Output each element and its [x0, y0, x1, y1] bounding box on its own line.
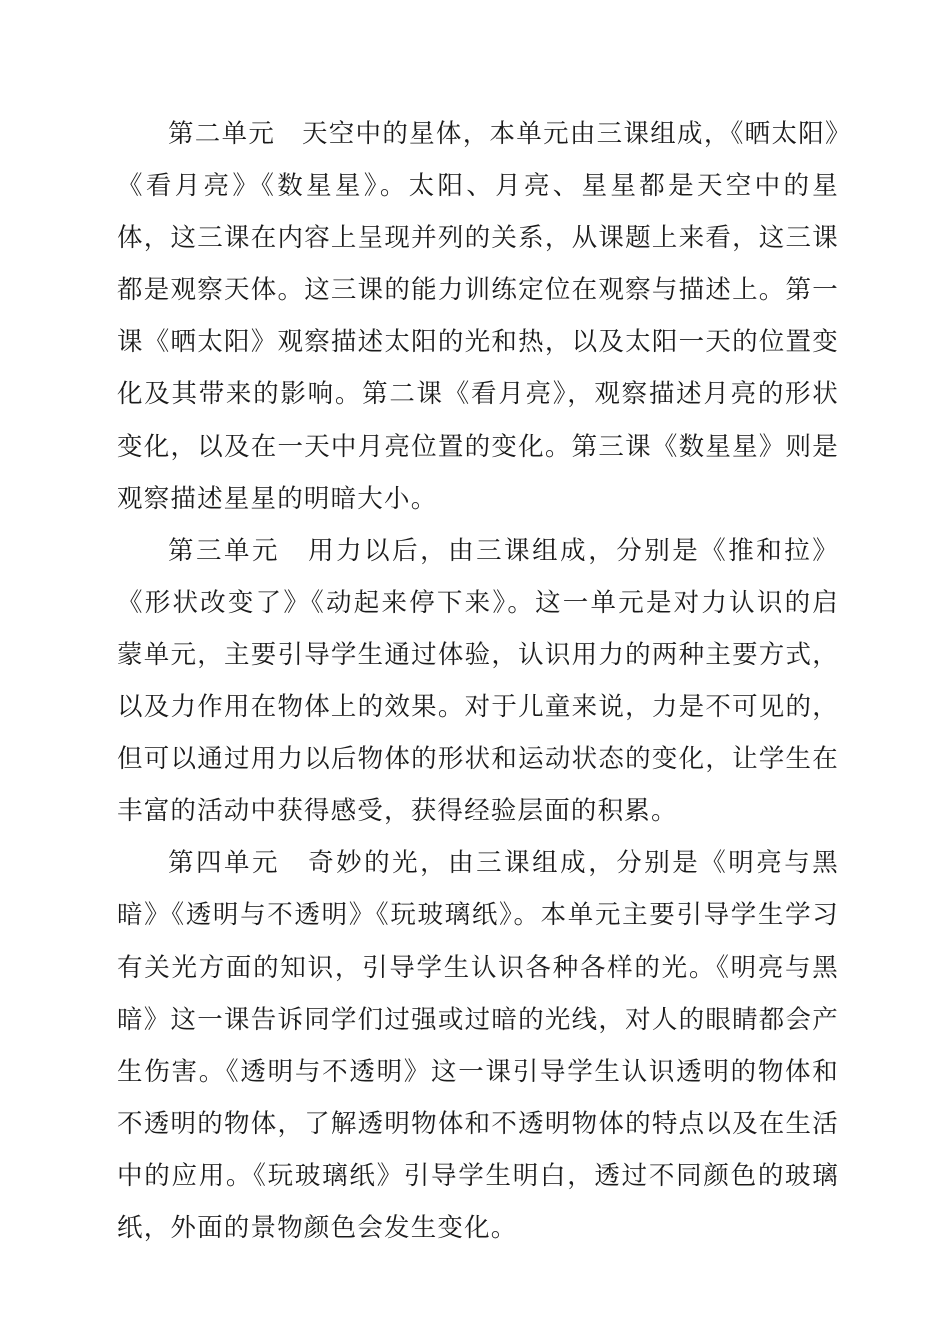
paragraph-unit-3: 第三单元 用力以后，由三课组成，分别是《推和拉》《形状改变了》《动起来停下来》。这一单元是对力认识的启蒙单元，主要引导学生通过体验，认识用力的两种主要方式，以及力作用在物体上的效果。对于儿童来说，力是不可见的，但可以通过用力以后物体的形状和运动状态的变化，让学生在丰富的活动中获得感受，获得经验层面的积累。 — [117, 535, 839, 827]
document-body — [117, 108, 839, 1254]
paragraph-unit-4: 第四单元 奇妙的光，由三课组成，分别是《明亮与黑暗》《透明与不透明》《玩玻璃纸》。本单元主要引导学生学习有关光方面的知识，引导学生认识各种各样的光。《明亮与黑暗》这一课告诉同学们过强或过暗的光线，对人的眼睛都会产生伤害。《透明与不透明》这一课引导学生认识透明的物体和不透明的物体，了解透明物体和不透明物体的特点以及在生活中的应用。《玩玻璃纸》引导学生明白，透过不同颜色的玻璃纸，外面的景物颜色会发生变化。 — [117, 848, 839, 1243]
paragraph-unit-2: 第二单元 天空中的星体，本单元由三课组成，《晒太阳》《看月亮》《数星星》。太阳、月亮、星星都是天空中的星体，这三课在内容上呈现并列的关系，从课题上来看，这三课都是观察天体。这三课的能力训练定位在观察与描述上。第一课《晒太阳》观察描述太阳的光和热，以及太阳一天的位置变化及其带来的影响。第二课《看月亮》，观察描述月亮的形状变化，以及在一天中月亮位置的变化。第三课《数星星》则是观察描述星星的明暗大小。 — [117, 119, 839, 514]
